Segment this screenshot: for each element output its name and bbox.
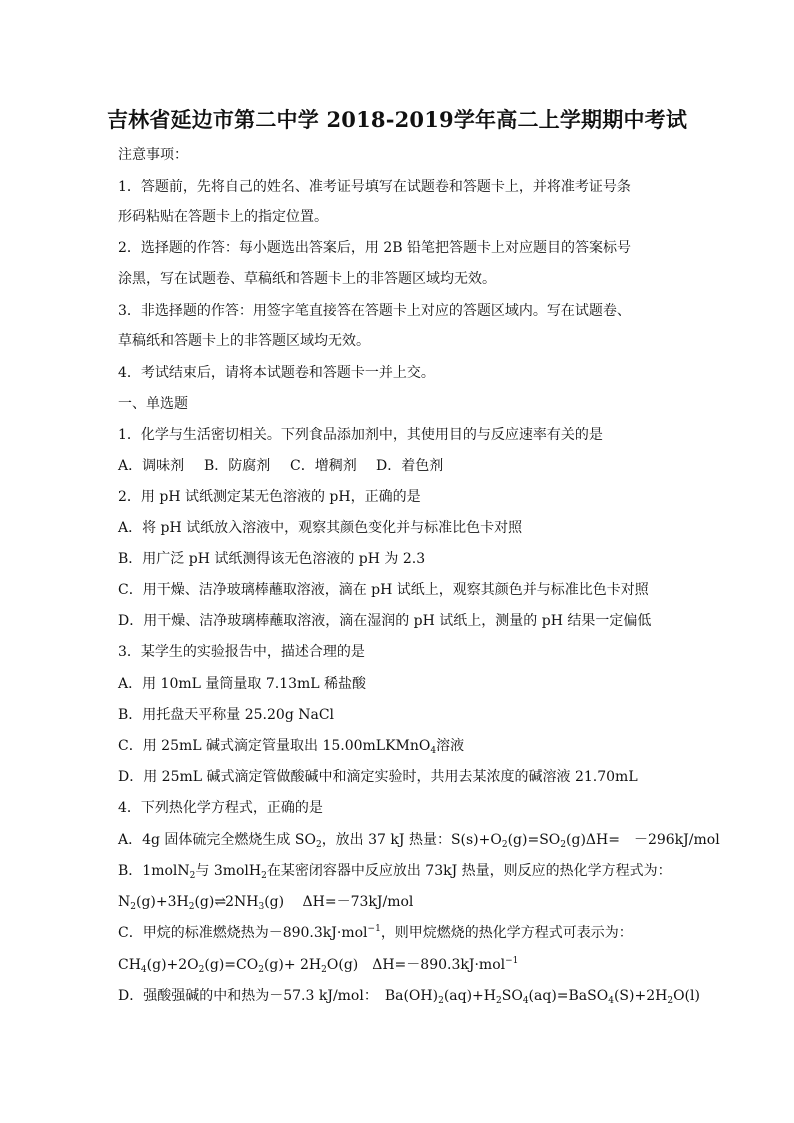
notice-item-1a: 1．答题前，先将自己的姓名、准考证号填写在试题卷和答题卡上，并将准考证号条 xyxy=(118,179,631,195)
q4-option-a: A．4g 固体硫完全燃烧生成 $SO_2$，放出 37 kJ 热量：$S(s)+O_2(g)=SO_2(g)\Delta H=$ －296kJ/mol xyxy=(118,832,720,850)
q1-option-d: D．着色剂 xyxy=(376,458,444,474)
q1-option-a: A．调味剂 xyxy=(118,458,185,474)
notice-item-3a: 3．非选择题的作答：用签字笔直接答在答题卡上对应的答题区域内。写在试题卷、 xyxy=(118,303,631,319)
q2-option-a: A．将 pH 试纸放入溶液中，观察其颜色变化并与标准比色卡对照 xyxy=(118,520,523,536)
q3-option-d: D．用 25mL 碱式滴定管做酸碱中和滴定实验时，共用去某浓度的碱溶液 21.70mL xyxy=(118,769,638,785)
q3-option-c: C．用 25mL 碱式滴定管量取出 15.00mLKMnO$_4$溶液 xyxy=(118,738,465,756)
q3-option-b: B．用托盘天平称量 25.20g NaCl xyxy=(118,707,335,723)
q3-stem: 3．某学生的实验报告中，描述合理的是 xyxy=(118,644,365,660)
section-heading-single-choice: 一、单选题 xyxy=(118,396,188,412)
q1-stem: 1．化学与生活密切相关。下列食品添加剂中，其使用目的与反应速率有关的是 xyxy=(118,427,603,443)
q4-option-b: B．1molN$_2$与 3molH$_2$在某密闭容器中反应放出 73kJ 热量，则反应的热化学方程式为： xyxy=(118,863,672,881)
q3-option-a: A．用 10mL 量筒量取 7.13mL 稀盐酸 xyxy=(118,676,367,692)
q2-option-d: D．用干燥、洁净玻璃棒蘸取溶液，滴在湿润的 pH 试纸上，测量的 pH 结果一定偏低 xyxy=(118,613,652,629)
exam-title: 吉林省延边市第二中学 2018-2019学年高二上学期期中考试 xyxy=(106,107,688,132)
q1-option-b: B．防腐剂 xyxy=(204,458,271,474)
notice-item-3b: 草稿纸和答题卡上的非答题区域均无效。 xyxy=(118,333,370,349)
q1-option-c: C．增稠剂 xyxy=(290,458,357,474)
q1-options xyxy=(118,456,688,476)
q2-option-b: B．用广泛 pH 试纸测得该无色溶液的 pH 为 2.3 xyxy=(118,551,426,567)
notice-item-4: 4．考试结束后，请将本试题卷和答题卡一并上交。 xyxy=(118,365,435,381)
q4-option-d: D．强酸强碱的中和热为－57.3 kJ/mol： $Ba(OH)_2(aq)+H_2SO_4(aq)=BaSO_4(S)+2H_2O(l)$ xyxy=(118,988,700,1006)
notice-heading: 注意事项： xyxy=(118,147,188,163)
q2-option-c: C．用干燥、洁净玻璃棒蘸取溶液，滴在 pH 试纸上，观察其颜色并与标准比色卡对照 xyxy=(118,582,649,598)
q4-option-b-equation: $N_2(g)+3H_2(g)\rightleftharpoons 2NH_3(g)$ ΔH=－73kJ/mol xyxy=(118,894,414,912)
q4-option-c: C．甲烷的标准燃烧热为－890.3kJ·mol$^{-1}$，则甲烷燃烧的热化学方程式可表示为： xyxy=(118,924,633,941)
q4-option-c-equation: $CH_4(g)+2O_2(g)=CO_2(g)+ 2H_2O(g)$ ΔH=－890.3kJ·mol$^{-1}$ xyxy=(118,956,519,975)
notice-item-1b: 形码粘贴在答题卡上的指定位置。 xyxy=(118,209,328,225)
notice-item-2a: 2．选择题的作答：每小题选出答案后，用 2B 铅笔把答题卡上对应题目的答案标号 xyxy=(118,240,632,256)
reversible-arrow-icon: ⇌ xyxy=(214,894,226,910)
q4-stem: 4．下列热化学方程式，正确的是 xyxy=(118,800,323,816)
q2-stem: 2．用 pH 试纸测定某无色溶液的 pH，正确的是 xyxy=(118,489,421,505)
notice-item-2b: 涂黑，写在试题卷、草稿纸和答题卡上的非答题区域均无效。 xyxy=(118,271,496,287)
